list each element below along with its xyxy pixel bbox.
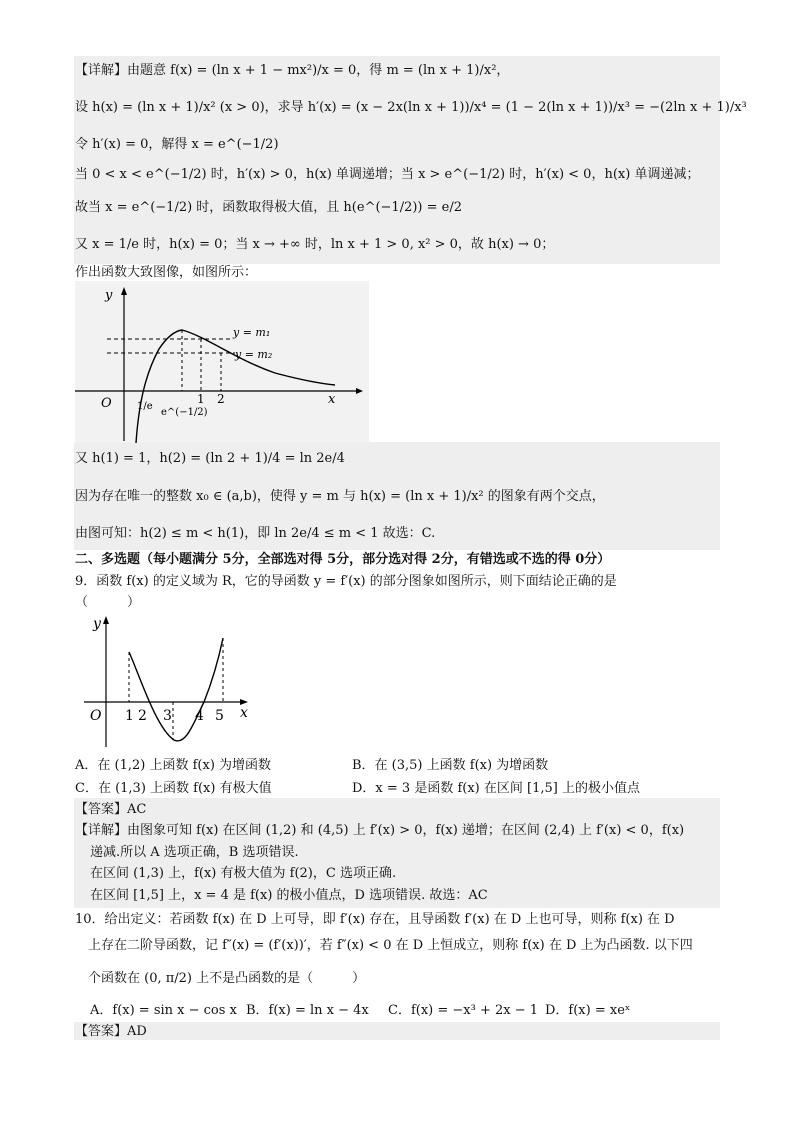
tick-5: 5 xyxy=(215,708,224,724)
q10-stem-3: 个函数在 (0, π/2) 上不是凸函数的是（ ） xyxy=(88,971,366,986)
q10-option-a: A．f(x) = sin x − cos x xyxy=(90,1003,237,1018)
detail-line-6: 又 x = 1/e 时，h(x) = 0；当 x → +∞ 时，ln x + 1 > 0, x² > 0，故 h(x) → 0； xyxy=(75,237,555,252)
m1-label: y = m₁ xyxy=(233,326,271,339)
derivative-curve xyxy=(129,638,223,741)
detail-line-7: 作出函数大致图像，如图所示： xyxy=(75,265,258,280)
origin-label: O xyxy=(90,708,102,724)
detail-line-9: 因为存在唯一的整数 x₀ ∈ (a,b)，使得 y = m 与 h(x) = (ln x + 1)/x² 的图象有两个交点， xyxy=(75,489,605,504)
detail-shade xyxy=(74,56,720,264)
q10-option-d: D．f(x) = xeˣ xyxy=(545,1003,631,1018)
h-function-graph xyxy=(75,281,369,443)
q10-stem-1: 10．给出定义：若函数 f(x) 在 D 上可导，即 f′(x) 存在，且导函数 f′(x) 在 D 上也可导，则称 f(x) 在 D xyxy=(75,912,675,927)
y-label: y xyxy=(93,616,101,632)
tick-3: 3 xyxy=(163,708,172,724)
q10-answer: 【答案】AD xyxy=(75,1024,147,1039)
q10-option-c: C．f(x) = −x³ + 2x − 1 xyxy=(388,1003,539,1018)
m2-label: y = m₂ xyxy=(235,348,273,361)
q9-paren: （ ） xyxy=(75,595,141,610)
q9-option-c: C．在 (1,3) 上函数 f(x) 有极大值 xyxy=(75,781,272,796)
detail-line-5: 故当 x = e^(−1/2) 时，函数取得极大值，且 h(e^(−1/2)) = e/2 xyxy=(75,200,462,215)
detail-line-8: 又 h(1) = 1，h(2) = (ln 2 + 1)/4 = ln 2e/4 xyxy=(75,451,345,466)
x-label: x xyxy=(240,705,248,721)
q9-detail-2: 递减.所以 A 选项正确，B 选项错误. xyxy=(90,845,299,860)
detail-line-10: 由图可知：h(2) ≤ m < h(1)，即 ln 2e/4 ≤ m < 1 故选：C. xyxy=(75,526,436,541)
q9-detail-3: 在区间 (1,3) 上，f(x) 有极大值为 f(2)，C 选项正确. xyxy=(90,866,397,881)
section-title: 二、多选题（每小题满分 5分，全部选对得 5分，部分选对得 2分，有错选或不选的得 0分） xyxy=(75,552,611,567)
q9-option-b: B．在 (3,5) 上函数 f(x) 为增函数 xyxy=(352,758,549,773)
tick-1: 1 xyxy=(125,708,134,724)
detail-line-3: 令 h′(x) = 0，解得 x = e^(−1/2) xyxy=(75,137,279,152)
tick-4: 4 xyxy=(195,708,204,724)
q9-answer: 【答案】AC xyxy=(75,802,147,817)
q9-detail-4: 在区间 [1,5] 上，x = 4 是 f(x) 的极小值点，D 选项错误. 故选：AC xyxy=(90,888,488,903)
origin-label: O xyxy=(101,396,112,411)
tick-1: 1 xyxy=(197,392,205,406)
detail-line-4: 当 0 < x < e^(−1/2) 时，h′(x) > 0，h(x) 单调递增；当 x > e^(−1/2) 时，h′(x) < 0，h(x) 单调递减； xyxy=(75,167,700,182)
tick-1-over-e: 1/e xyxy=(137,401,153,412)
q9-detail-1: 【详解】由图象可知 f(x) 在区间 (1,2) 和 (4,5) 上 f′(x) > 0，f(x) 递增；在区间 (2,4) 上 f′(x) < 0，f(x) xyxy=(75,823,685,838)
detail-line-1: 【详解】由题意 f(x) = (ln x + 1 − mx²)/x = 0，得 m = (ln x + 1)/x²， xyxy=(75,63,510,78)
y-label: y xyxy=(105,288,113,303)
q10-answer-shade xyxy=(74,1022,720,1040)
q9-option-a: A．在 (1,2) 上函数 f(x) 为增函数 xyxy=(75,758,272,773)
q9-stem: 9．函数 f(x) 的定义域为 R，它的导函数 y = f′(x) 的部分图象如图所示，则下面结论正确的是 xyxy=(75,574,617,589)
derivative-graph xyxy=(84,612,254,748)
tick-e-neg-half: e^(−1/2) xyxy=(161,407,208,418)
tick-2: 2 xyxy=(217,392,225,406)
tick-2: 2 xyxy=(138,708,147,724)
x-label: x xyxy=(328,392,336,407)
q10-stem-2: 上存在二阶导函数，记 f″(x) = (f′(x))′，若 f″(x) < 0 在 D 上恒成立，则称 f(x) 在 D 上为凸函数. 以下四 xyxy=(88,938,693,953)
detail-line-2: 设 h(x) = (ln x + 1)/x² (x > 0)，求导 h′(x) = (x − 2x(ln x + 1))/x⁴ = (1 − 2(ln x + 1))/x³ = −(2ln x + 1)/x³ xyxy=(75,100,747,115)
q10-option-b: B．f(x) = ln x − 4x xyxy=(246,1003,369,1018)
q9-option-d: D．x = 3 是函数 f(x) 在区间 [1,5] 上的极小值点 xyxy=(352,781,640,796)
